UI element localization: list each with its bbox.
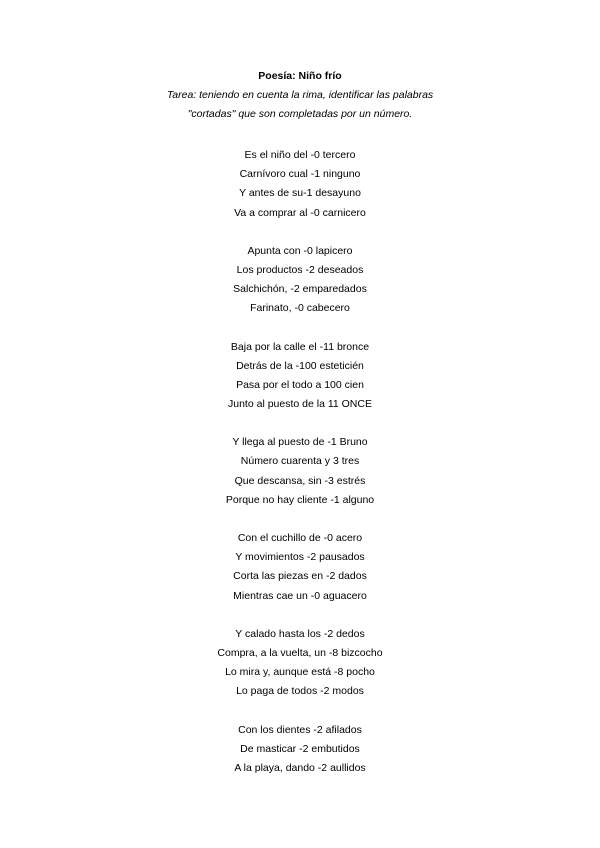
poem-line: Y movimientos -2 pausados (235, 551, 365, 564)
poem-line: Es el niño del -0 tercero (244, 149, 356, 161)
poem-line: Junto al puesto de la 11 ONCE (228, 398, 372, 411)
stanza (0, 529, 600, 606)
task-line: "cortadas" que son completadas por un número. (187, 108, 413, 120)
stanza (0, 721, 600, 779)
poem-line: Con los dientes -2 afilados (238, 723, 362, 736)
poem-line: Los productos -2 deseados (236, 263, 364, 276)
poem-line: Y antes de su-1 desayuno (239, 187, 361, 200)
poem-line: Salchichón, -2 emparedados (233, 283, 367, 296)
poem-line: Pasa por el todo a 100 cien (236, 378, 364, 391)
poem-line: Corta las piezas en -2 dados (233, 570, 367, 583)
poem-body (0, 146, 600, 797)
stanza (0, 338, 600, 415)
poem-line: Y llega al puesto de -1 Bruno (232, 436, 368, 449)
poem-line: A la playa, dando -2 aullidos (234, 761, 366, 774)
poem-line: Carnívoro cual -1 ninguno (239, 168, 361, 181)
poem-line: Lo mira y, aunque está -8 pocho (225, 666, 375, 679)
task-line: Tarea: teniendo en cuenta la rima, identificar las palabras (166, 89, 434, 101)
poem-line: Lo paga de todos -2 modos (236, 685, 364, 698)
poem-line: Que descansa, sin -3 estrés (234, 474, 366, 487)
poem-line: Detrás de la -100 esteticién (236, 359, 364, 372)
stanza (0, 433, 600, 510)
poem-line: Compra, a la vuelta, un -8 bizcocho (217, 646, 383, 659)
stanza (0, 146, 600, 223)
poem-line: Porque no hay cliente -1 alguno (225, 493, 375, 506)
poem-line: Mientras cae un -0 aguacero (233, 589, 367, 602)
poem-line: Farinato, -0 cabecero (250, 302, 350, 315)
task-instructions (0, 86, 600, 124)
stanza (0, 242, 600, 319)
stanza (0, 625, 600, 702)
poem-line: De masticar -2 embutidos (240, 742, 360, 755)
poem-line: Va a comprar al -0 carnicero (234, 206, 366, 219)
poem-line: Con el cuchillo de -0 acero (237, 532, 363, 544)
poem-line: Y calado hasta los -2 dedos (235, 627, 365, 640)
poem-line: Apunta con -0 lapicero (247, 244, 353, 257)
poem-title: Poesía: Niño frío (258, 70, 342, 82)
poem-line: Número cuarenta y 3 tres (240, 455, 360, 468)
document-header (0, 70, 600, 124)
poem-line: Baja por la calle el -11 bronce (230, 340, 370, 353)
